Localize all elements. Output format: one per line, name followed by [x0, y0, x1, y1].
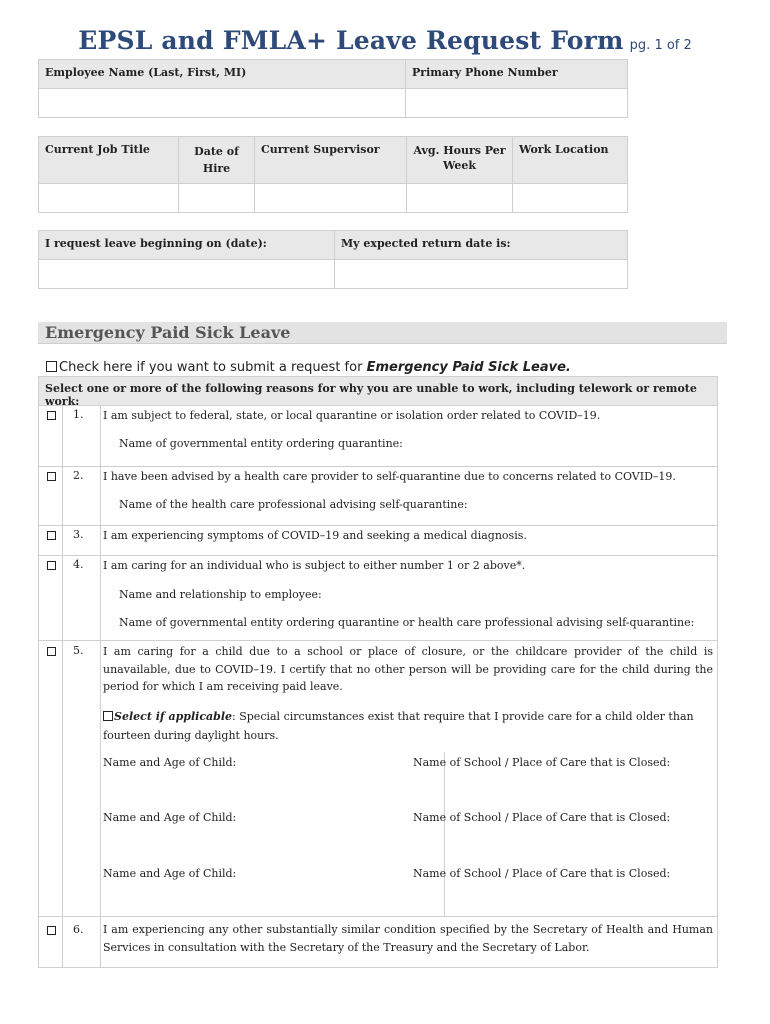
work-location-label: Work Location — [513, 137, 628, 184]
leave-dates-table — [38, 230, 628, 289]
leave-begin-label: I request leave beginning on (date): — [39, 231, 335, 260]
work-location-field[interactable] — [513, 184, 628, 213]
school-name-label-1: Name of School / Place of Care that is Closed: — [413, 756, 671, 769]
epsl-request-text: Check here if you want to submit a request for — [59, 360, 367, 375]
reason-row-1 — [38, 406, 718, 467]
reason-5-special-checkbox[interactable] — [103, 711, 113, 721]
reason-4-sub-label-2: Name of governmental entity ordering quarantine or health care professional advising self-quarantine: — [119, 616, 695, 629]
reason-5-text: I am caring for a child due to a school or place of closure, or the childcare provider of the child is unavailable, due to COVID–19. I certify that no other person will be providing care for the child during the period for which I am receiving paid leave. — [103, 645, 713, 693]
reason-4-number: 4. — [73, 558, 84, 571]
reason-1-text: I am subject to federal, state, or local quarantine or isolation order related to COVID–19. — [103, 409, 601, 422]
avg-hours-label: Avg. Hours Per Week — [407, 137, 513, 184]
employee-name-field[interactable] — [39, 89, 406, 118]
date-of-hire-field[interactable] — [179, 184, 255, 213]
child-name-label-2: Name and Age of Child: — [103, 811, 237, 824]
reason-4-checkbox[interactable] — [47, 561, 56, 570]
reason-6-checkbox[interactable] — [47, 926, 56, 935]
form-title-block — [0, 26, 770, 55]
reason-5-special-label: Select if applicable — [114, 710, 233, 723]
epsl-section-bar — [38, 322, 727, 344]
reason-2-text: I have been advised by a health care provider to self-quarantine due to concerns related to COVID–19. — [103, 470, 676, 483]
reason-1-number: 1. — [73, 408, 84, 421]
reason-row-2 — [38, 467, 718, 526]
avg-hours-field[interactable] — [407, 184, 513, 213]
reason-5-number: 5. — [73, 644, 84, 657]
reason-row-3 — [38, 526, 718, 556]
phone-label: Primary Phone Number — [406, 60, 628, 89]
epsl-request-line — [46, 360, 571, 375]
page-indicator: pg. 1 of 2 — [629, 38, 692, 53]
child-name-label-1: Name and Age of Child: — [103, 756, 237, 769]
reason-3-number: 3. — [73, 528, 84, 541]
supervisor-field[interactable] — [255, 184, 407, 213]
job-title-field[interactable] — [39, 184, 179, 213]
child-name-label-3: Name and Age of Child: — [103, 867, 237, 880]
epsl-section-title: Emergency Paid Sick Leave — [45, 323, 291, 342]
reason-row-4 — [38, 556, 718, 641]
date-of-hire-label: Date of Hire — [179, 137, 255, 184]
reason-row-6 — [38, 917, 718, 968]
supervisor-label: Current Supervisor — [255, 137, 407, 184]
phone-field[interactable] — [406, 89, 628, 118]
reason-3-checkbox[interactable] — [47, 531, 56, 540]
reason-5-special-line — [103, 707, 713, 745]
return-date-label: My expected return date is: — [335, 231, 628, 260]
school-name-label-3: Name of School / Place of Care that is Closed: — [413, 867, 671, 880]
employee-name-label: Employee Name (Last, First, MI) — [39, 60, 406, 89]
reason-5-special-text: : Special circumstances exist that require that I provide care for a child older than fourteen during daylight hours. — [103, 710, 694, 742]
reason-6-number: 6. — [73, 923, 84, 936]
reason-6-text: I am experiencing any other substantially similar condition specified by the Secretary of Health and Human Services in consultation with the Secretary of the Treasury and the Secretary of Labor. — [103, 923, 713, 954]
epsl-request-emphasis: Emergency Paid Sick Leave. — [366, 360, 571, 375]
epsl-request-checkbox[interactable] — [46, 361, 57, 372]
school-name-label-2: Name of School / Place of Care that is Closed: — [413, 811, 671, 824]
form-title: EPSL and FMLA+ Leave Request Form — [78, 26, 624, 55]
reason-2-number: 2. — [73, 469, 84, 482]
reason-2-checkbox[interactable] — [47, 472, 56, 481]
return-date-field[interactable] — [335, 260, 628, 289]
reason-row-5 — [38, 641, 718, 917]
employee-info-table — [38, 59, 628, 118]
reason-1-checkbox[interactable] — [47, 411, 56, 420]
reason-5-checkbox[interactable] — [47, 647, 56, 656]
reason-1-sub-label: Name of governmental entity ordering quarantine: — [119, 437, 403, 450]
job-info-table — [38, 136, 628, 213]
reasons-header: Select one or more of the following reasons for why you are unable to work, including telework or remote work: — [38, 376, 718, 406]
leave-begin-field[interactable] — [39, 260, 335, 289]
job-title-label: Current Job Title — [39, 137, 179, 184]
reason-3-text: I am experiencing symptoms of COVID–19 and seeking a medical diagnosis. — [103, 529, 527, 542]
reason-4-text: I am caring for an individual who is subject to either number 1 or 2 above*. — [103, 559, 526, 572]
reason-4-sub-label-1: Name and relationship to employee: — [119, 588, 322, 601]
reason-2-sub-label: Name of the health care professional advising self-quarantine: — [119, 498, 468, 511]
